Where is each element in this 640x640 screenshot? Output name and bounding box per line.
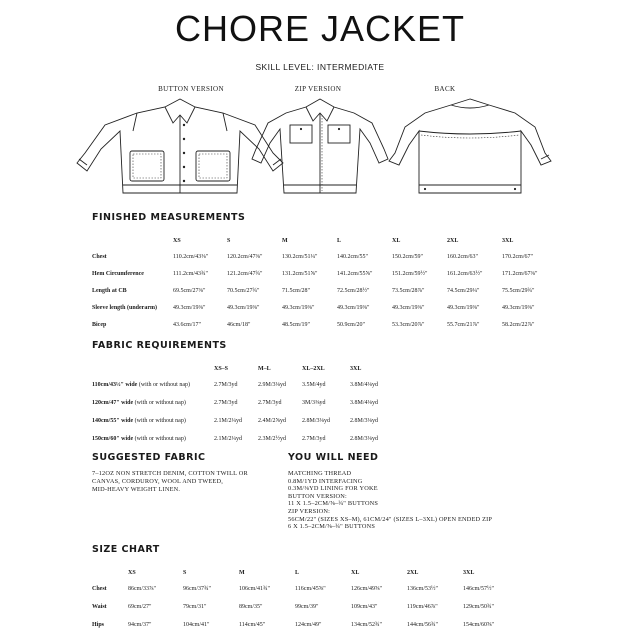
table-cell: 2.7M/3yd — [214, 382, 238, 388]
table-cell: 110.2cm/43⅜" — [173, 253, 209, 260]
table-row — [92, 394, 394, 412]
size-chart-heading: SIZE CHART — [92, 544, 160, 555]
fr-col-3xl: 3XL — [350, 366, 362, 372]
text-line: MATCHING THREAD — [288, 470, 352, 477]
table-cell: 136cm/53½" — [407, 586, 438, 592]
suggested-fabric-text — [92, 470, 282, 495]
table-cell: 2.7M/3yd — [302, 436, 326, 442]
table-row — [92, 616, 513, 634]
table-row — [92, 598, 513, 616]
fr-col-xl-2xl: XL–2XL — [302, 366, 325, 372]
table-cell: 46cm/18" — [227, 321, 251, 328]
table-cell: 75.5cm/29¾" — [502, 287, 535, 294]
table-cell: 146cm/57½" — [463, 586, 494, 592]
table-cell: 3.5M/4yd — [302, 382, 326, 388]
you-will-need-list — [288, 470, 588, 531]
table-cell: 69.5cm/27⅜" — [173, 287, 206, 294]
table-cell: 96cm/37¾" — [183, 586, 211, 592]
nap-note: (with or without nap) — [134, 436, 186, 442]
finished-measurements-heading: FINISHED MEASUREMENTS — [92, 212, 246, 223]
row-label: Hem Circumference — [92, 270, 144, 277]
table-cell: 2.8M/3⅛yd — [302, 418, 331, 424]
table-cell: 161.2cm/63½" — [447, 270, 483, 277]
table-cell: 104cm/41" — [183, 622, 210, 628]
text-line: 6 X 1.5–2CM/⅝–¾" BUTTONS — [288, 523, 376, 531]
table-cell: 2.8M/3⅛yd — [350, 436, 379, 442]
table-cell: 2.4M/2⅝yd — [258, 418, 287, 424]
sc-col-s: S — [183, 570, 187, 576]
table-cell: 160.2cm/63" — [447, 253, 478, 260]
text-line: 0.8M/1YD INTERFACING — [288, 477, 363, 485]
table-cell: 109cm/43" — [351, 604, 378, 610]
fm-col-xs: XS — [173, 238, 181, 244]
table-cell: 53.3cm/20⅞" — [392, 321, 425, 328]
table-cell: 49.3cm/19⅜" — [392, 304, 425, 311]
table-row — [92, 299, 552, 316]
nap-note: (with or without nap) — [134, 418, 186, 424]
zip-version-jacket-drawing — [252, 99, 388, 193]
table-cell: 154cm/60⅝" — [463, 622, 494, 628]
fm-col-3xl: 3XL — [502, 238, 514, 244]
table-cell: 114cm/45" — [239, 622, 266, 628]
table-cell: 2.7M/3yd — [258, 400, 282, 406]
pattern-title: CHORE JACKET — [174, 8, 466, 49]
table-cell: 50.9cm/20" — [337, 321, 365, 328]
table-cell: 49.3cm/19⅜" — [447, 304, 480, 311]
back-view-label: BACK — [434, 85, 456, 93]
sc-col-xs: XS — [128, 570, 136, 576]
table-cell: 119cm/46⅞" — [407, 604, 438, 610]
sc-col-l: L — [295, 570, 300, 576]
table-row — [92, 412, 394, 430]
table-cell: 73.5cm/28⅞" — [392, 287, 425, 294]
table-row — [92, 430, 394, 448]
table-cell: 2.9M/3⅛yd — [258, 382, 287, 388]
table-cell: 2.1M/2¼yd — [214, 436, 243, 442]
fm-col-m: M — [282, 238, 288, 244]
sc-col-3xl: 3XL — [463, 570, 475, 576]
table-cell: 55.7cm/21⅞" — [447, 321, 480, 328]
fabric-width: 120cm/47" wide — [92, 400, 134, 406]
finished-measurements-table — [92, 234, 552, 333]
table-cell: 2.1M/2¼yd — [214, 418, 243, 424]
table-cell: 49.3cm/19⅜" — [227, 304, 260, 311]
button-version-label: BUTTON VERSION — [158, 85, 224, 93]
table-cell: 131.2cm/51⅝" — [282, 270, 318, 277]
table-cell: 70.5cm/27¾" — [227, 287, 260, 294]
table-cell: 49.3cm/19⅜" — [173, 304, 206, 311]
fm-col-l: L — [337, 238, 342, 244]
table-cell: 99cm/39" — [295, 604, 319, 610]
table-cell: 69cm/27" — [128, 604, 152, 610]
nap-note: (with or without nap) — [134, 400, 186, 406]
table-cell: 2.7M/3yd — [214, 400, 238, 406]
table-cell: 150.2cm/59" — [392, 253, 423, 260]
row-label: Length at CB — [92, 287, 127, 294]
table-cell: 71.5cm/28" — [282, 287, 310, 294]
text-line: 7–12OZ NON STRETCH DENIM, COTTON TWILL OR — [92, 470, 248, 477]
table-cell: 79cm/31" — [183, 604, 207, 610]
table-cell: 140.2cm/55" — [337, 253, 368, 260]
skill-level: SKILL LEVEL: INTERMEDIATE — [255, 62, 385, 72]
text-line: ZIP VERSION: — [288, 507, 331, 515]
fabric-width: 140cm/55" wide — [92, 418, 134, 424]
text-line: BUTTON VERSION: — [288, 492, 347, 500]
you-will-need-heading: YOU WILL NEED — [288, 452, 379, 463]
nap-note: (with or without nap) — [138, 382, 190, 388]
table-cell: 111.2cm/43¾" — [173, 270, 209, 277]
table-cell: 129cm/50¾" — [463, 604, 494, 610]
back-view-jacket-drawing — [389, 99, 551, 193]
table-row — [92, 282, 552, 299]
sc-col-m: M — [239, 570, 245, 576]
table-cell: 74.5cm/29¼" — [447, 287, 480, 294]
fabric-requirements-table — [92, 362, 394, 448]
table-cell: 49.3cm/19⅜" — [337, 304, 370, 311]
button-version-jacket-drawing — [77, 99, 283, 193]
text-line: 0.3M/⅜YD LINING FOR YOKE — [288, 485, 378, 493]
table-cell: 120.2cm/47⅜" — [227, 253, 263, 260]
table-cell: 126cm/49⅝" — [351, 586, 382, 592]
zip-version-label: ZIP VERSION — [294, 85, 342, 93]
row-label: Waist — [92, 604, 107, 610]
table-cell: 89cm/35" — [239, 604, 263, 610]
sc-col-xl: XL — [351, 570, 360, 576]
fr-col-m-l: M–L — [258, 366, 271, 372]
text-line: 11 X 1.5–2CM/⅝–¾" BUTTONS — [288, 500, 379, 508]
table-cell: 86cm/33⅞" — [128, 586, 156, 592]
row-label: Hips — [92, 622, 105, 628]
row-label: Chest — [92, 586, 107, 592]
table-cell: 144cm/56¾" — [407, 622, 438, 628]
table-cell: 58.2cm/22⅞" — [502, 321, 535, 328]
table-row — [92, 376, 394, 394]
table-cell: 72.5cm/28½" — [337, 287, 370, 294]
text-line: 56CM/22" (SIZES XS–M), 61CM/24" (SIZES L–3XL) OPEN ENDED ZIP — [288, 515, 493, 523]
table-cell: 141.2cm/55⅝" — [337, 270, 373, 277]
suggested-fabric-heading: SUGGESTED FABRIC — [92, 452, 206, 463]
fabric-requirements-heading: FABRIC REQUIREMENTS — [92, 340, 227, 351]
fabric-width: 110cm/43½" wide — [92, 382, 138, 388]
fm-col-s: S — [227, 238, 231, 244]
fr-col-xs-s: XS–S — [214, 366, 229, 372]
size-chart-table — [92, 566, 513, 634]
fm-col-2xl: 2XL — [447, 238, 459, 244]
table-cell: 130.2cm/51¼" — [282, 253, 318, 260]
table-row — [92, 316, 552, 333]
row-label: Chest — [92, 253, 107, 260]
table-cell: 170.2cm/67" — [502, 253, 533, 260]
sc-col-2xl: 2XL — [407, 570, 419, 576]
table-cell: 121.2cm/47¾" — [227, 270, 263, 277]
table-cell: 171.2cm/67⅜" — [502, 270, 538, 277]
table-cell: 2.3M/2½yd — [258, 436, 287, 442]
table-cell: 3M/3⅜yd — [302, 400, 326, 406]
table-cell: 134cm/52¾" — [351, 622, 382, 628]
table-cell: 3.8M/4⅛yd — [350, 400, 379, 406]
table-cell: 151.2cm/59½" — [392, 270, 428, 277]
table-row — [92, 265, 552, 282]
jacket-illustrations — [75, 93, 575, 201]
fm-col-xl: XL — [392, 238, 401, 244]
table-cell: 2.8M/3⅛yd — [350, 418, 379, 424]
text-line: MID-HEAVY WEIGHT LINEN. — [92, 486, 181, 494]
fabric-width: 150cm/60" wide — [92, 436, 134, 442]
table-cell: 3.8M/4⅛yd — [350, 382, 379, 388]
table-cell: 49.3cm/19⅜" — [502, 304, 535, 311]
table-cell: 124cm/49" — [295, 622, 322, 628]
table-row — [92, 248, 552, 265]
table-cell: 106cm/41¾" — [239, 586, 270, 592]
row-label: Sleeve length (underarm) — [92, 304, 157, 311]
row-label: Bicep — [92, 321, 107, 328]
table-cell: 49.3cm/19⅜" — [282, 304, 315, 311]
text-line: CANVAS, CORDUROY, WOOL AND TWEED, — [92, 478, 223, 486]
table-row — [92, 580, 513, 598]
table-cell: 94cm/37" — [128, 622, 152, 628]
table-cell: 43.6cm/17" — [173, 321, 201, 328]
table-cell: 116cm/45⅝" — [295, 586, 326, 592]
table-cell: 48.5cm/19" — [282, 321, 310, 328]
